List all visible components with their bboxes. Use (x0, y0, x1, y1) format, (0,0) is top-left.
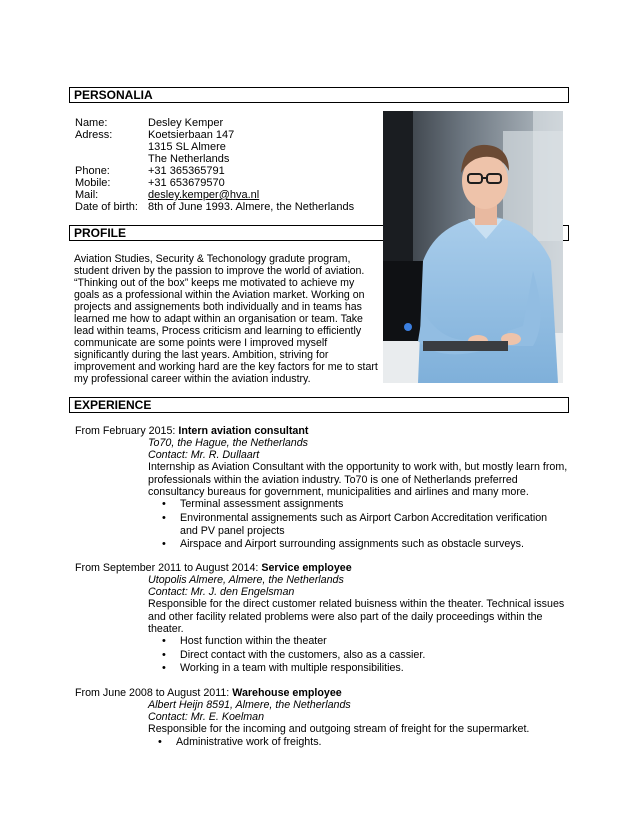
address-line-1: Koetsierbaan 147 (148, 129, 235, 141)
profile-photo (383, 111, 563, 383)
address-line-3: The Netherlands (148, 153, 230, 165)
name-label: Name: (75, 117, 108, 129)
dob-value: 8th of June 1993. Almere, the Netherlands (148, 201, 355, 213)
experience-2-period: From September 2011 to August 2014: (75, 562, 262, 574)
bullet-icon: • (162, 512, 166, 524)
phone-label: Phone: (75, 165, 110, 177)
experience-2-contact: Contact: Mr. J. den Engelsman (148, 586, 295, 598)
bullet-icon: • (162, 635, 166, 647)
experience-2-bullet-2: Direct contact with the customers, also as a cassier. (180, 649, 426, 661)
experience-1-title: Intern aviation consultant (178, 425, 309, 437)
experience-3-company: Albert Heijn 8591, Almere, the Netherlands (148, 699, 351, 711)
profile-text: Aviation Studies, Security & Techonology gradute program, student driven by the passion to improve the world of aviation. “Thinking out of the box” keeps me motivated to achieve my goals as a professional within the Aviation market. Working on projects and assignements both individually and in teams has learned me how to adapt within an organisation or team. Take lead within teams, Process criticism and learning to efficiently communicate are some points were I improved myself significantly during the last years. Ambition, striving for improvement and working hard are the key factors for me to start my professional career within the aviation industry. (74, 253, 378, 385)
experience-3-period: From June 2008 to August 2011: (75, 687, 233, 699)
address-line-2: 1315 SL Almere (148, 141, 226, 153)
section-header-experience: EXPERIENCE (69, 397, 569, 413)
section-header-profile: PROFILE (69, 225, 569, 241)
bullet-icon: • (162, 649, 166, 661)
phone-value: +31 365365791 (148, 165, 225, 177)
experience-1-bullet-3: Airspace and Airport surrounding assignments such as obstacle surveys. (180, 538, 524, 550)
dob-label: Date of birth: (75, 201, 138, 213)
experience-1-period: From February 2015: (75, 425, 179, 437)
address-label: Adress: (75, 129, 113, 141)
section-header-personalia: PERSONALIA (69, 87, 569, 103)
mail-label: Mail: (75, 189, 99, 201)
experience-3-contact: Contact: Mr. E. Koelman (148, 711, 265, 723)
experience-2-bullet-1: Host function within the theater (180, 635, 327, 647)
experience-3-description: Responsible for the incoming and outgoing stream of freight for the supermarket. (148, 723, 530, 735)
bullet-icon: • (158, 736, 162, 748)
experience-2-description: Responsible for the direct customer related buisness within the theater. Technical issues and other facility related problems were also part of the daily proceedings within the theater. (148, 598, 565, 635)
experience-2-title: Service employee (261, 562, 352, 574)
mail-link[interactable]: desley.kemper@hva.nl (148, 189, 260, 201)
experience-1-company: To70, the Hague, the Netherlands (148, 437, 309, 449)
name-value: Desley Kemper (148, 117, 224, 129)
experience-3-heading (75, 687, 342, 699)
bullet-icon: • (162, 498, 166, 510)
bullet-icon: • (162, 662, 166, 674)
experience-3-bullet-1: Administrative work of freights. (176, 736, 322, 748)
experience-2-company: Utopolis Almere, Almere, the Netherlands (148, 574, 344, 586)
experience-1-heading (75, 425, 308, 437)
mobile-value: +31 653679570 (148, 177, 225, 189)
experience-3-title: Warehouse employee (232, 687, 342, 699)
experience-1-description: Internship as Aviation Consultant with the opportunity to work with, but mostly learn from, professionals within the aviation industry. To70 is one of Netherlands preferred consultancy bureaus for government, municipalities and airlines and many more. (148, 461, 568, 498)
experience-1-bullet-2: Environmental assignements such as Airport Carbon Accreditation verification and PV panel projects (180, 512, 548, 537)
mobile-label: Mobile: (75, 177, 111, 189)
experience-2-heading (75, 562, 352, 574)
experience-1-bullet-1: Terminal assessment assignments (180, 498, 344, 510)
experience-2-bullet-3: Working in a team with multiple responsibilities. (180, 662, 404, 674)
bullet-icon: • (162, 538, 166, 550)
experience-1-contact: Contact: Mr. R. Dullaart (148, 449, 260, 461)
